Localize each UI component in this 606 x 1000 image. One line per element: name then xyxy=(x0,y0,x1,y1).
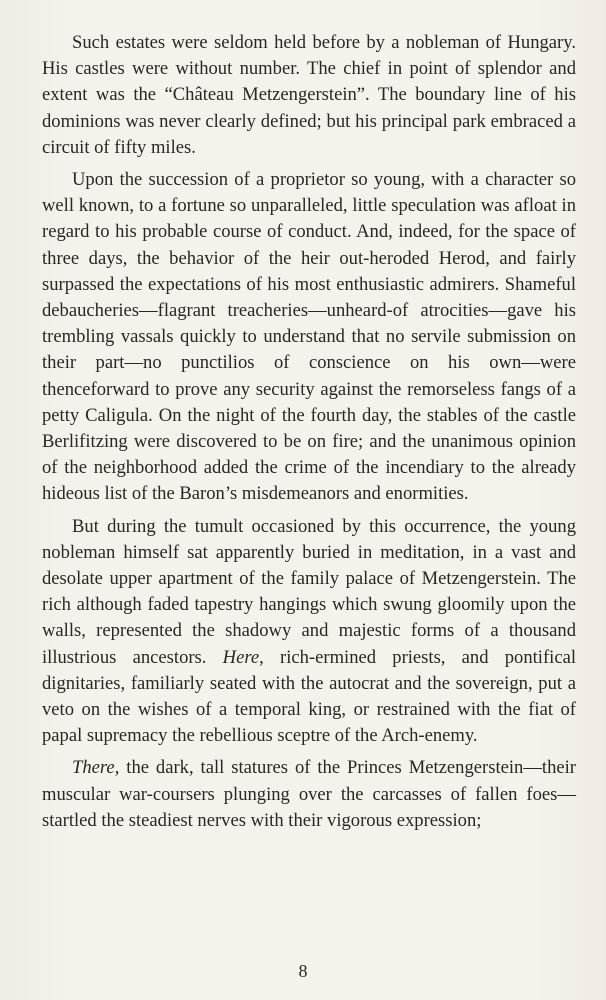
paragraph-3-italic-here: Here xyxy=(222,646,260,668)
paragraph-3-text-a: But during the tumult occasioned by this occurrence, the young nobleman himself sat apparently buried in meditation, in a vast and desolate upper apartment of the family palace of Metzengerstein. The rich although faded tapestry hangings which swung gloomily upon the walls, represented the shadowy and majestic forms of a thousand illustrious ancestors. xyxy=(42,515,576,668)
paragraph-1 xyxy=(42,30,576,161)
paragraph-2 xyxy=(42,167,576,508)
paragraph-4-italic-there: There xyxy=(72,757,115,779)
body-text xyxy=(42,30,576,834)
paragraph-2-text: Upon the succession of a proprietor so young, with a character so well known, to a fortune so unparalleled, little speculation was afloat in regard to his probable course of conduct. And, indeed, for the space of three days, the behavior of the heir out-heroded Herod, and fairly surpassed the expectations of his most enthusiastic admirers. Shameful debaucheries—flagrant treacheries—unheard-of atrocities—gave his trembling vassals quickly to understand that no servile submission on their part—no punctilios of conscience on his own—were thenceforward to prove any security against the remorseless fangs of a petty Caligula. On the night of the fourth day, the stables of the castle Berlifitzing were discovered to be on fire; and the unanimous opinion of the neighborhood added the crime of the incendiary to the already hideous list of the Baron’s misdemeanors and enormities. xyxy=(42,169,576,505)
paragraph-3-text-b: , rich-ermined priests, and pontifical dignitaries, familiarly seated with the autocrat and the sovereign, put a veto on the wishes of a temporal king, or restrained with the fiat of papal supremacy the rebellious sceptre of the Arch-enemy. xyxy=(42,646,577,747)
page-number: 8 xyxy=(298,961,308,981)
paragraph-4-text: , the dark, tall statures of the Princes Metzengerstein—their muscular war-coursers plunging over the carcasses of fallen foes—startled the steadiest nerves with their vigorous expression; xyxy=(42,757,576,831)
paragraph-4 xyxy=(42,755,576,834)
paragraph-1-text: Such estates were seldom held before by a nobleman of Hungary. His castles were without number. The chief in point of splendor and extent was the “Château Metzengerstein”. The boundary line of his dominions was never clearly defined; but his principal park embraced a circuit of fifty miles. xyxy=(42,32,576,158)
paragraph-3 xyxy=(42,514,576,750)
